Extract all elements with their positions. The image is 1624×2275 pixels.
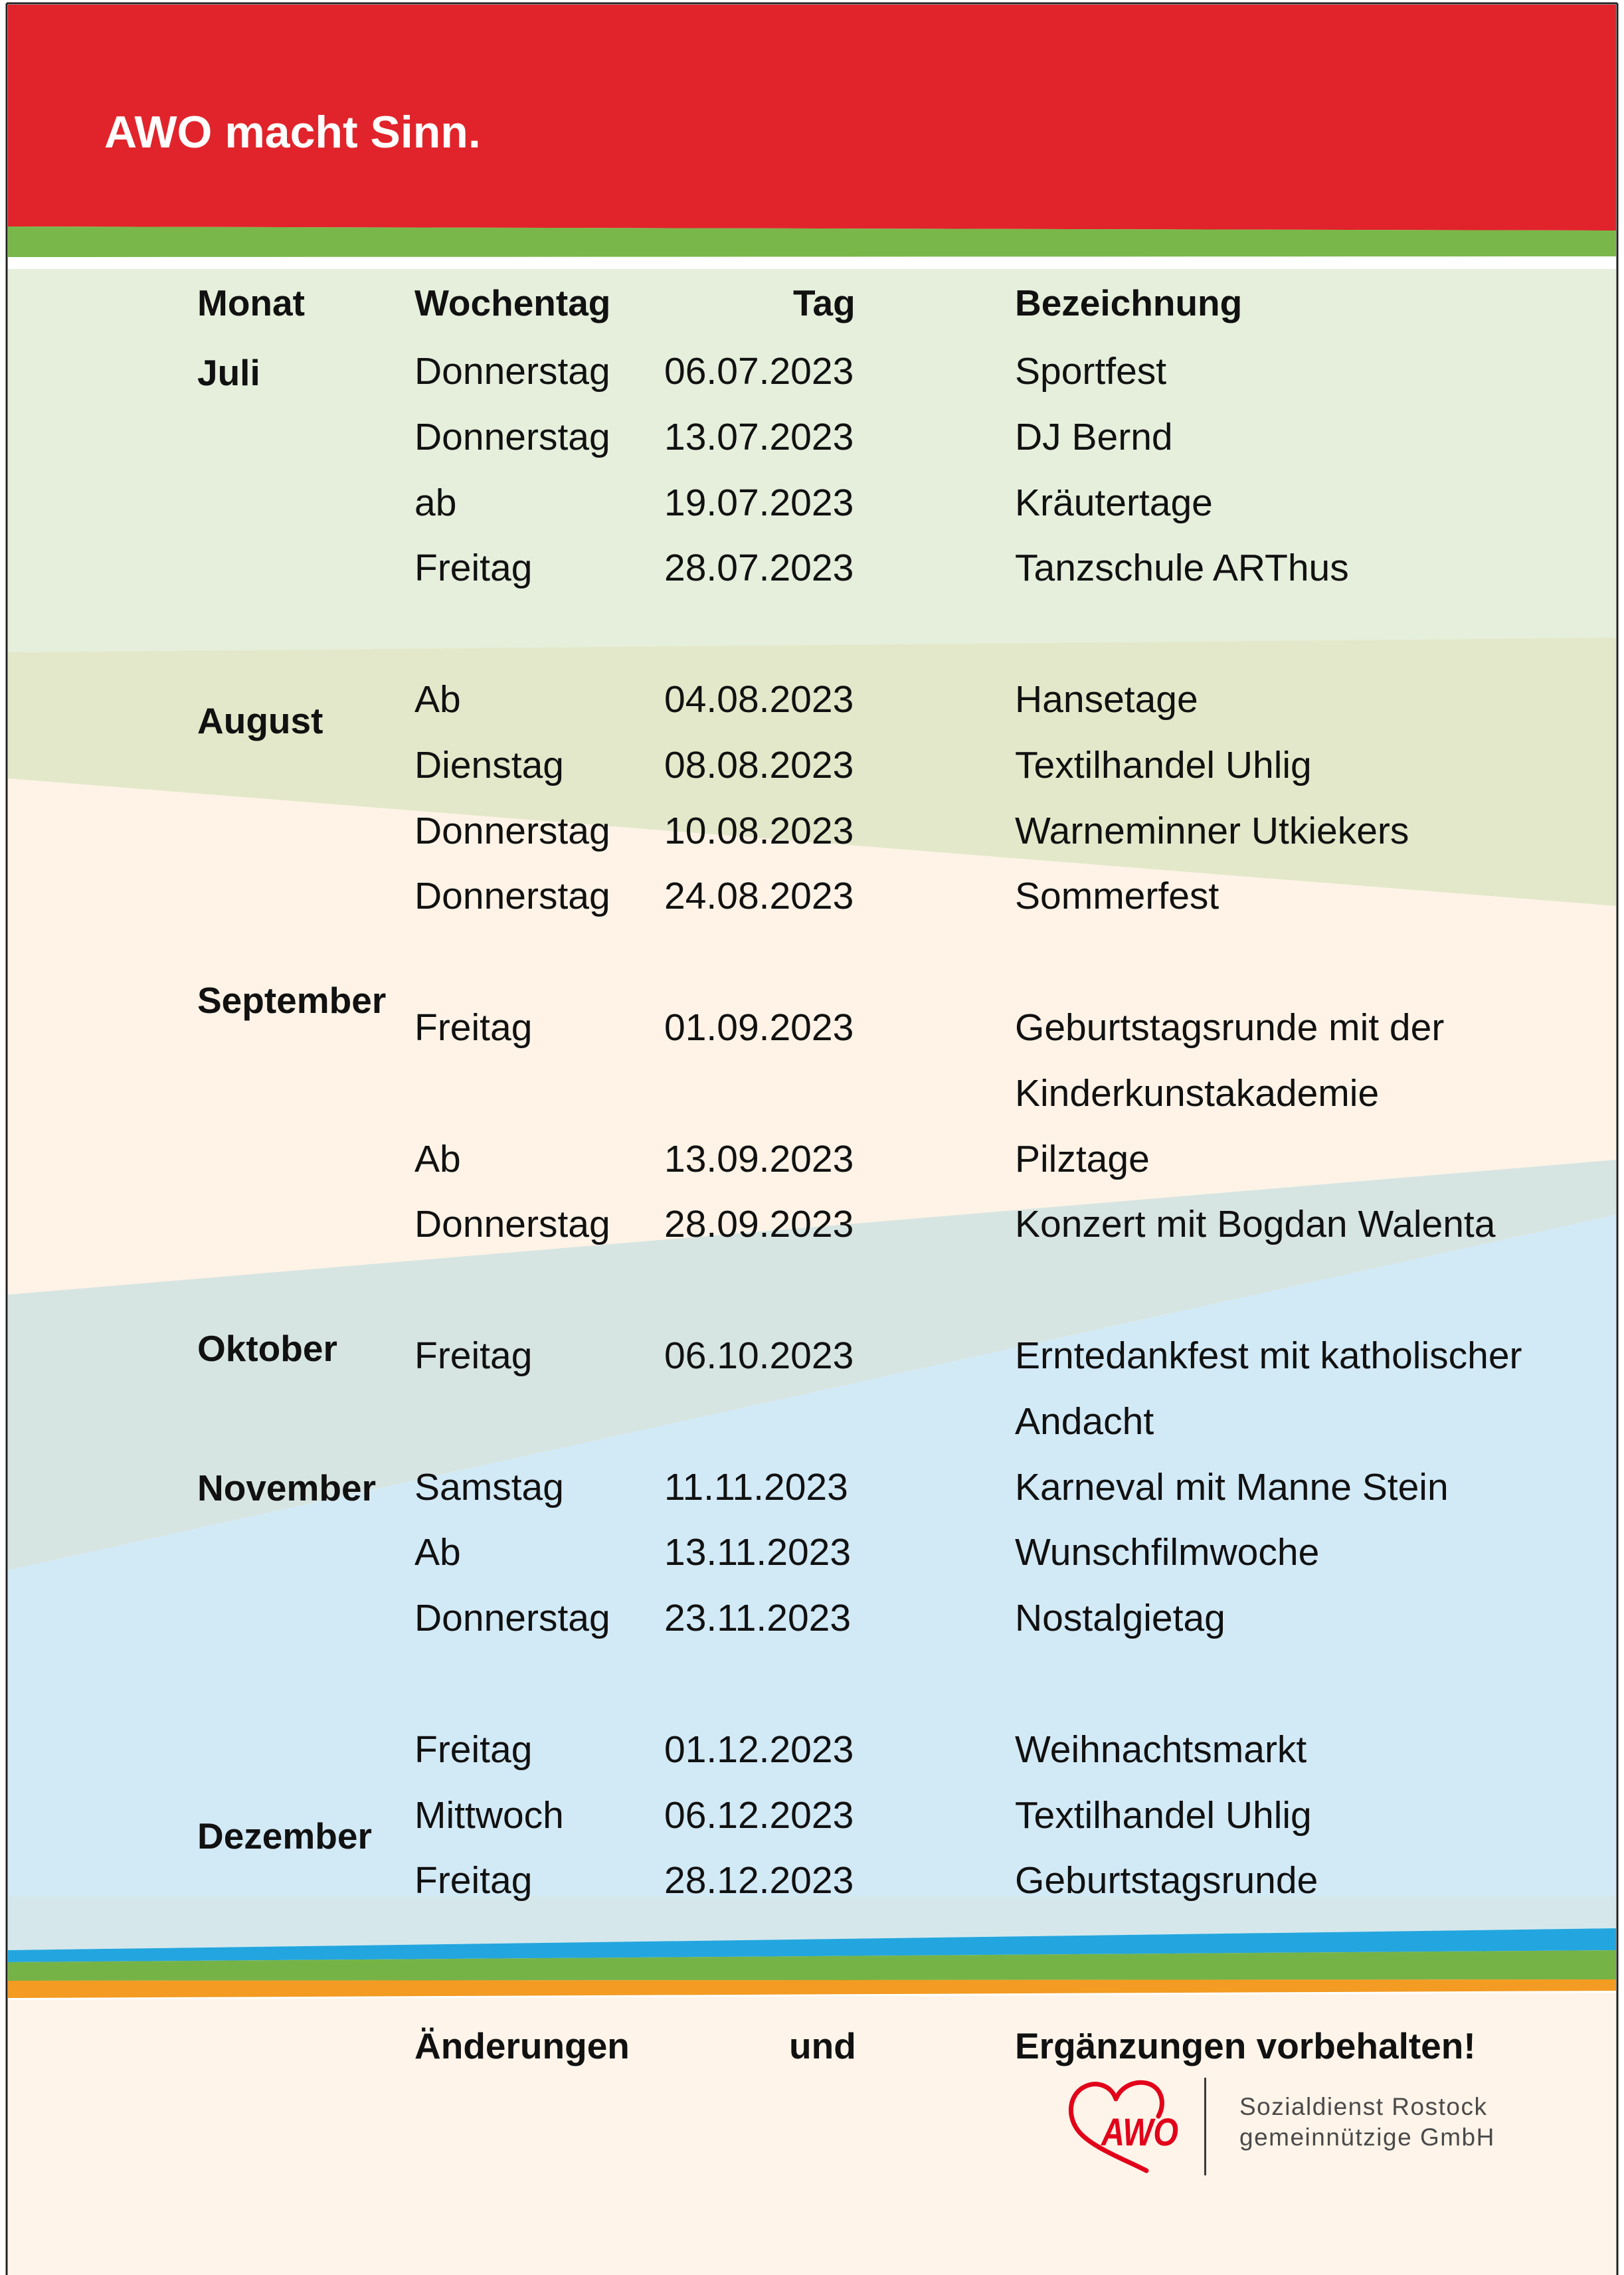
event-title-continuation: Andacht [1015,1400,1154,1443]
event-row [0,1332,1624,1379]
column-header-month: Monat [197,282,305,323]
event-title: Tanzschule ARThus [1015,547,1349,589]
event-row-continuation [0,1398,1624,1445]
footer-note [0,2023,1624,2069]
event-date: 28.12.2023 [664,1859,854,1902]
event-date: 01.09.2023 [664,1006,854,1049]
footer-note-part-3: Ergänzungen vorbehalten! [1015,2025,1476,2066]
event-title: Textilhandel Uhlig [1015,1794,1312,1837]
awo-logo [1063,2074,1196,2180]
event-title: Wunschfilmwoche [1015,1531,1320,1574]
event-row [0,1792,1624,1839]
band-light-green [8,269,1616,652]
event-row [0,1004,1624,1051]
event-date: 10.08.2023 [664,810,854,852]
event-date: 06.12.2023 [664,1794,854,1837]
organization-name: Sozialdienst Rostock [1239,2093,1488,2120]
event-date: 04.08.2023 [664,678,854,721]
event-title: Pilztage [1015,1138,1150,1180]
event-weekday: Freitag [414,1006,533,1049]
event-row [0,1529,1624,1576]
event-date: 23.11.2023 [664,1597,852,1639]
event-weekday: Ab [414,1531,461,1574]
event-row [0,808,1624,854]
event-weekday: Mittwoch [414,1794,564,1837]
column-header-title: Bezeichnung [1015,282,1243,323]
event-row [0,1726,1624,1773]
event-date: 28.07.2023 [664,547,854,589]
event-weekday: Donnerstag [414,350,610,393]
event-title: Erntedankfest mit katholischer [1015,1334,1522,1377]
event-weekday: Freitag [414,547,533,589]
event-title: Textilhandel Uhlig [1015,744,1312,786]
event-weekday: Donnerstag [414,810,610,852]
table-header [0,280,1624,326]
column-header-weekday: Wochentag [414,282,611,323]
footer-note-part-2: und [789,2025,856,2066]
event-title: Karneval mit Manne Stein [1015,1466,1449,1508]
month-label-september: September [197,980,387,1021]
header-green-stripe [8,227,1616,257]
event-row [0,1201,1624,1247]
event-title: Kräutertage [1015,482,1213,524]
header-slogan: AWO macht Sinn. [104,107,481,157]
event-weekday: Dienstag [414,744,564,786]
event-weekday: Donnerstag [414,875,610,917]
event-row [0,873,1624,919]
event-weekday: Ab [414,678,461,721]
event-date: 19.07.2023 [664,482,854,524]
event-weekday: Samstag [414,1466,564,1508]
event-date: 06.07.2023 [664,350,854,393]
month-label-august: August [197,700,323,741]
awo-logo-text: AWO [1100,2111,1178,2154]
event-row [0,348,1624,395]
event-date: 01.12.2023 [664,1728,854,1771]
event-date: 13.07.2023 [664,416,854,458]
event-title: Warneminner Utkiekers [1015,810,1409,852]
event-row-continuation [0,1070,1624,1117]
event-date: 13.09.2023 [664,1138,854,1180]
logo-divider [1204,2078,1206,2175]
event-row [0,676,1624,723]
event-date: 28.09.2023 [664,1203,854,1245]
month-label-oktober: Oktober [197,1328,337,1369]
event-weekday: Freitag [414,1859,533,1902]
event-weekday: ab [414,482,457,524]
event-date: 06.10.2023 [664,1334,854,1377]
event-date: 08.08.2023 [664,744,854,786]
event-weekday: Donnerstag [414,1597,610,1639]
event-title: Geburtstagsrunde mit der [1015,1006,1445,1049]
event-weekday: Donnerstag [414,1203,610,1245]
column-header-date: Tag [793,282,856,323]
organization-legal-form: gemeinnützige GmbH [1239,2124,1495,2151]
footer-note-part-1: Änderungen [414,2025,630,2066]
event-title: Konzert mit Bogdan Walenta [1015,1203,1496,1245]
event-title: Hansetage [1015,678,1198,721]
event-title: Nostalgietag [1015,1597,1225,1639]
event-row [0,480,1624,526]
event-title: Geburtstagsrunde [1015,1859,1318,1902]
event-weekday: Freitag [414,1334,533,1377]
event-row [0,1595,1624,1641]
event-date: 11.11.2023 [664,1466,848,1508]
event-weekday: Ab [414,1138,461,1180]
event-weekday: Freitag [414,1728,533,1771]
event-title: Weihnachtsmarkt [1015,1728,1307,1771]
event-row [0,1857,1624,1904]
event-date: 24.08.2023 [664,875,854,917]
event-date: 13.11.2023 [664,1531,852,1574]
month-label-dezember: Dezember [197,1815,372,1857]
event-row [0,1464,1624,1510]
event-row [0,1136,1624,1182]
event-title: Sportfest [1015,350,1167,393]
month-label-november: November [197,1467,376,1508]
event-row [0,742,1624,788]
event-title-continuation: Kinderkunstakademie [1015,1072,1380,1115]
month-label-juli: Juli [197,352,260,393]
event-title: Sommerfest [1015,875,1219,917]
event-weekday: Donnerstag [414,416,610,458]
event-row [0,545,1624,591]
event-row [0,414,1624,460]
event-title: DJ Bernd [1015,416,1173,458]
